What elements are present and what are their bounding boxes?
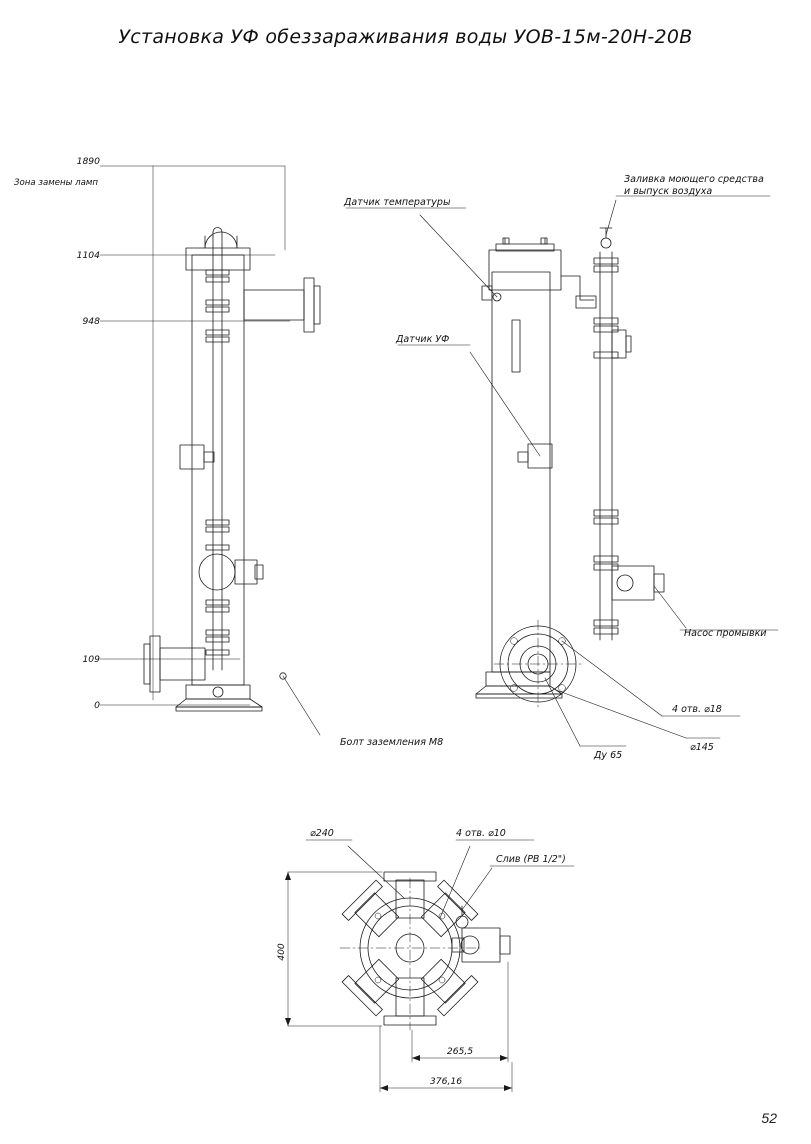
callout-nominal-bore: Ду 65 bbox=[594, 750, 623, 761]
callout-detergent-fill-line1: Заливка моющего средства bbox=[624, 174, 764, 185]
page-title: Установка УФ обеззараживания воды УОВ-15м-20Н-20В bbox=[118, 26, 693, 48]
top-view-group bbox=[285, 872, 512, 1092]
page-number: 52 bbox=[761, 1110, 777, 1126]
callout-four-holes-10: 4 отв. ⌀10 bbox=[456, 828, 506, 839]
callout-detergent-fill-line2: и выпуск воздуха bbox=[624, 186, 713, 197]
callout-uv-sensor: Датчик УФ bbox=[396, 334, 450, 345]
dim-376-16: 376,16 bbox=[429, 1076, 463, 1087]
callout-wash-pump: Насос промывки bbox=[684, 628, 767, 639]
callout-grounding-bolt: Болт заземления М8 bbox=[340, 737, 444, 748]
callout-temperature-sensor: Датчик температуры bbox=[344, 197, 451, 208]
leader-lines bbox=[283, 196, 778, 918]
callout-drain: Слив (РВ 1/2") bbox=[496, 854, 566, 865]
dim-400: 400 bbox=[276, 943, 287, 961]
dim-109: 109 bbox=[82, 654, 100, 665]
dim-0: 0 bbox=[94, 700, 100, 711]
callout-diameter-145: ⌀145 bbox=[690, 742, 714, 753]
drawing-labels bbox=[14, 156, 766, 1087]
dim-1104: 1104 bbox=[76, 250, 100, 261]
side-view-group bbox=[476, 228, 664, 708]
dim-1890: 1890 bbox=[76, 156, 100, 167]
front-view-group bbox=[100, 166, 320, 711]
zone-label: Зона замены ламп bbox=[14, 178, 98, 188]
callout-diameter-240: ⌀240 bbox=[310, 828, 334, 839]
dim-265-5: 265,5 bbox=[446, 1046, 474, 1057]
callout-four-holes-18: 4 отв. ⌀18 bbox=[672, 704, 722, 715]
dim-948: 948 bbox=[82, 316, 100, 327]
